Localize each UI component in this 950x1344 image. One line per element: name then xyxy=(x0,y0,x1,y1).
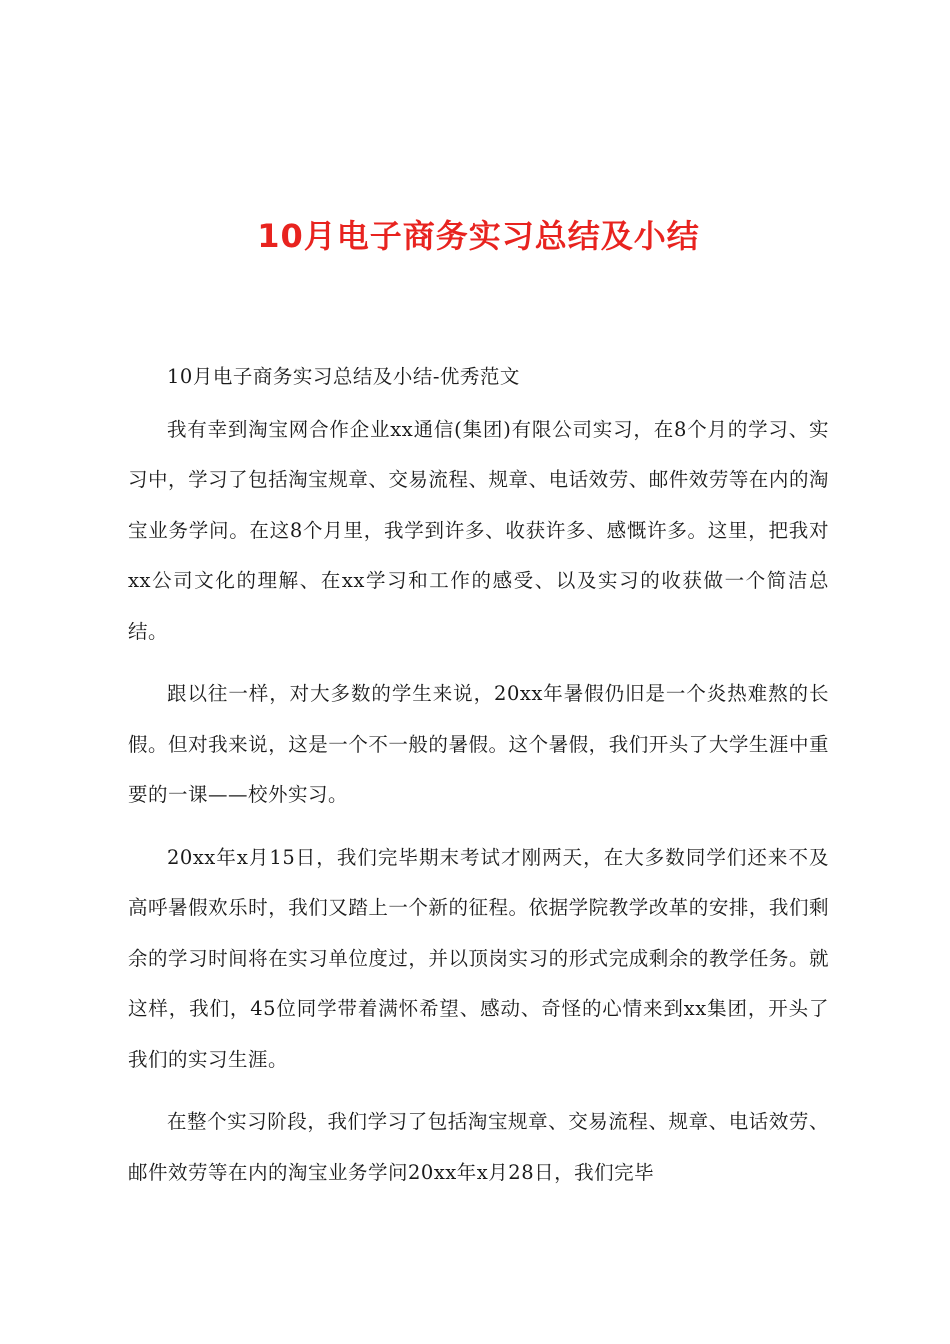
document-body xyxy=(128,352,829,1198)
paragraph-summer: 跟以往一样，对大多数的学生来说，20xx年暑假仍旧是一个炎热难熬的长假。但对我来说，这是一个不一般的暑假。这个暑假，我们开头了大学生涯中重要的一课——校外实习。 xyxy=(128,682,829,806)
paragraph-start-date: 20xx年x月15日，我们完毕期末考试才刚两天，在大多数同学们还来不及高呼暑假欢乐时，我们又踏上一个新的征程。依据学院教学改革的安排，我们剩余的学习时间将在实习单位度过，并以顶岗实习的形式完成剩余的教学任务。就这样，我们，45位同学带着满怀希望、感动、奇怪的心情来到xx集团，开头了我们的实习生涯。 xyxy=(128,845,829,1071)
document-title: 10月电子商务实习总结及小结 xyxy=(257,217,700,255)
document-subtitle: 10月电子商务实习总结及小结-优秀范文 xyxy=(167,365,520,388)
paragraph-intro: 我有幸到淘宝网合作企业xx通信(集团)有限公司实习，在8个月的学习、实习中，学习了包括淘宝规章、交易流程、规章、电话效劳、邮件效劳等在内的淘宝业务学问。在这8个月里，我学到许多、收获许多、感慨许多。这里，把我对xx公司文化的理解、在xx学习和工作的感受、以及实习的收获做一个简洁总结。 xyxy=(128,417,829,643)
paragraph-internship-stage: 在整个实习阶段，我们学习了包括淘宝规章、交易流程、规章、电话效劳、邮件效劳等在内的淘宝业务学问20xx年x月28日，我们完毕 xyxy=(128,1110,829,1184)
